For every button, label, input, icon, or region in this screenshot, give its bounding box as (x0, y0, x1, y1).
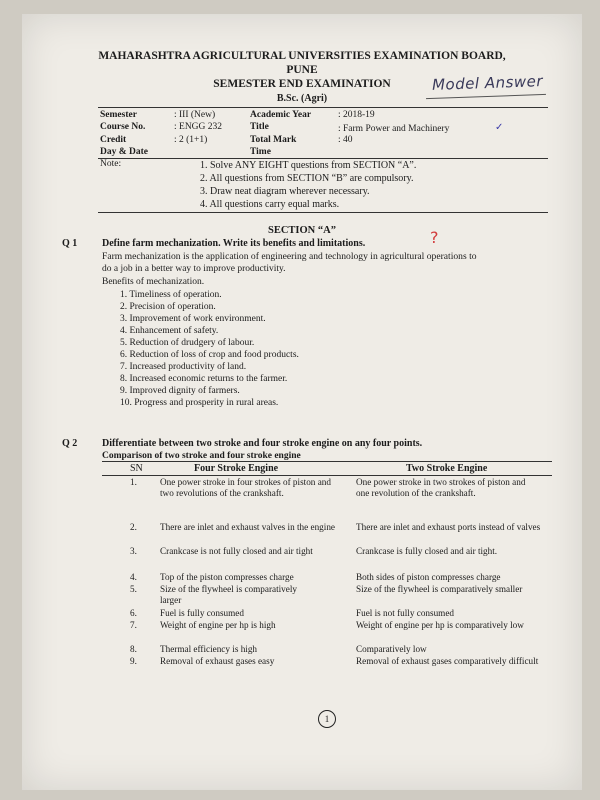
benefit-item: 8. Increased economic returns to the farmer. (120, 374, 288, 384)
table-cell-two-stroke: Removal of exhaust gases comparatively difficult (356, 656, 539, 666)
course-label: Course No. (100, 122, 146, 132)
course-value: : ENGG 232 (174, 122, 223, 132)
check-mark-icon: ✓ (495, 122, 504, 133)
section-a-heading: SECTION “A” (268, 225, 336, 236)
table-row-sn: 5. (130, 584, 137, 594)
table-cell-two-stroke: Weight of engine per hp is comparatively low (356, 620, 524, 630)
table-cell-four-stroke: Removal of exhaust gases easy (160, 656, 275, 666)
title-value: : Farm Power and Machinery (338, 124, 450, 134)
q1-question: Define farm mechanization. Write its benefits and limitations. (102, 238, 366, 249)
table-row-sn: 7. (130, 620, 137, 630)
semester-label: Semester (100, 110, 137, 120)
benefit-item: 1. Timeliness of operation. (120, 290, 222, 300)
benefits-title: Benefits of mechanization. (102, 277, 205, 287)
table-cell-four-stroke: Crankcase is not fully closed and air tight (160, 546, 313, 556)
table-row-sn: 6. (130, 608, 137, 618)
q2-question: Differentiate between two stroke and four stroke engine on any four points. (102, 438, 423, 449)
table-cell-four-stroke: Thermal efficiency is high (160, 644, 258, 654)
semester-value: : III (New) (174, 110, 216, 120)
table-row-sn: 2. (130, 522, 137, 532)
q1-answer-line-2: do a job in a better way to improve productivity. (102, 264, 286, 274)
meta-top-rule (98, 107, 548, 108)
table-top-rule (102, 461, 552, 462)
benefit-item: 6. Reduction of loss of crop and food products. (120, 350, 299, 360)
table-cell-four-stroke: Weight of engine per hp is high (160, 620, 276, 630)
note-item-2: 2. All questions from SECTION “B” are compulsory. (200, 173, 414, 184)
note-item-4: 4. All questions carry equal marks. (200, 199, 340, 210)
note-item-3: 3. Draw neat diagram wherever necessary. (200, 186, 370, 197)
meta-bottom-rule (98, 158, 548, 159)
note-bottom-rule (98, 212, 548, 213)
benefit-item: 3. Improvement of work environment. (120, 314, 266, 324)
q1-answer-line-1: Farm mechanization is the application of engineering and technology in agricultural operations to (102, 251, 477, 262)
table-row-sn: 4. (130, 572, 137, 582)
handwritten-annotation: Model Answer (431, 72, 544, 94)
credit-label: Credit (100, 135, 127, 145)
table-header-two-stroke: Two Stroke Engine (406, 463, 488, 474)
q2-number: Q 2 (62, 438, 78, 449)
year-label: Academic Year (250, 110, 312, 120)
table-cell-four-stroke: Top of the piston compresses charge (160, 572, 294, 582)
table-cell-four-stroke: One power stroke in four strokes of piston and two revolutions of the crankshaft. (160, 477, 331, 498)
table-cell-two-stroke: There are inlet and exhaust ports instead of valves (356, 522, 541, 532)
credit-value: : 2 (1+1) (174, 135, 208, 145)
table-row-sn: 9. (130, 656, 137, 666)
title-label: Title (250, 122, 269, 132)
table-header-sn: SN (130, 463, 143, 474)
table-cell-four-stroke: Fuel is fully consumed (160, 608, 244, 618)
total-mark-value: : 40 (338, 135, 353, 145)
degree-title: B.Sc. (Agri) (276, 93, 328, 104)
table-header-rule (102, 475, 552, 476)
table-row-sn: 8. (130, 644, 137, 654)
red-question-mark: ? (430, 228, 439, 247)
page-number: 1 (318, 710, 336, 728)
table-cell-two-stroke: Comparatively low (356, 644, 427, 654)
table-header-four-stroke: Four Stroke Engine (194, 463, 279, 474)
table-cell-two-stroke: One power stroke in two strokes of piston and one revolution of the crankshaft. (356, 477, 526, 498)
note-label: Note: (100, 159, 122, 169)
table-cell-four-stroke: There are inlet and exhaust valves in the engine (160, 522, 336, 532)
table-cell-two-stroke: Crankcase is fully closed and air tight. (356, 546, 498, 556)
exam-title: SEMESTER END EXAMINATION (213, 78, 391, 90)
exam-paper-page (22, 14, 582, 790)
benefit-item: 2. Precision of operation. (120, 302, 216, 312)
total-mark-label: Total Mark (250, 135, 297, 145)
time-label: Time (250, 147, 271, 157)
board-city: PUNE (286, 64, 318, 76)
benefit-item: 9. Improved dignity of farmers. (120, 386, 240, 396)
table-row-sn: 3. (130, 546, 137, 556)
table-cell-four-stroke: Size of the flywheel is comparatively larger (160, 584, 298, 605)
benefit-item: 7. Increased productivity of land. (120, 362, 247, 372)
year-value: : 2018-19 (338, 110, 375, 120)
benefit-item: 4. Enhancement of safety. (120, 326, 219, 336)
table-cell-two-stroke: Size of the flywheel is comparatively smaller (356, 584, 523, 594)
q1-number: Q 1 (62, 238, 78, 249)
day-date-label: Day & Date (100, 147, 149, 157)
note-item-1: 1. Solve ANY EIGHT questions from SECTION “A”. (200, 160, 417, 171)
table-cell-two-stroke: Both sides of piston compresses charge (356, 572, 501, 582)
table-row-sn: 1. (130, 477, 137, 487)
table-title: Comparison of two stroke and four stroke engine (102, 451, 301, 461)
table-cell-two-stroke: Fuel is not fully consumed (356, 608, 454, 618)
benefit-item: 5. Reduction of drudgery of labour. (120, 338, 255, 348)
benefit-item: 10. Progress and prosperity in rural areas. (120, 398, 279, 408)
board-title: MAHARASHTRA AGRICULTURAL UNIVERSITIES EXAMINATION BOARD, (98, 50, 506, 62)
